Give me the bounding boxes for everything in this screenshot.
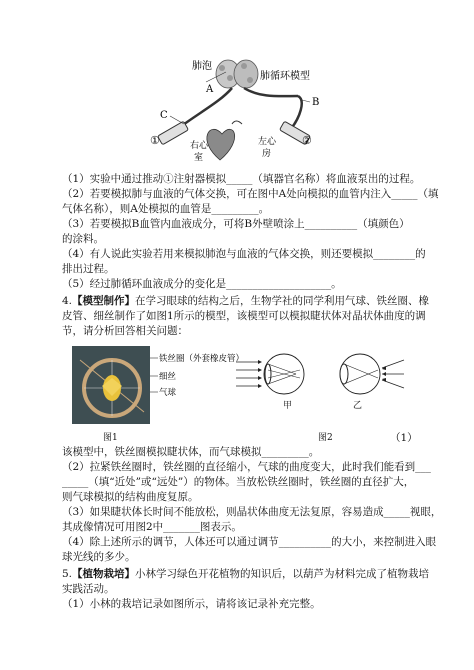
vessel-b-tube <box>244 88 298 96</box>
caption-figure-2: 图2 <box>318 433 333 443</box>
label-syringe-2: ② <box>302 134 312 147</box>
label-jia: 甲 <box>283 401 293 411</box>
q4-line-1: 4.【模型制作】在学习眼球的结构之后，生物学社的同学利用气球、铁丝圈、橡 <box>62 295 430 307</box>
q3-line-3: 气体名称），则A处模拟的血管是_________。 <box>62 203 270 215</box>
q4-sub-2: （2）拉紧铁丝圈时，铁丝圈的直径缩小，气球的曲度变大，此时我们能看到___ <box>62 461 431 473</box>
eye-diagrams-figure <box>232 350 408 396</box>
label-wire-ring: 铁丝圈（外套橡皮管） <box>159 354 245 364</box>
q3-line-8: （5）经过肺循环血液成分的变化是____________________。 <box>62 278 342 290</box>
label-yi: 乙 <box>353 401 363 411</box>
q3-line-4: （3）若要模拟B血管内血液成分，可将B外壁喷涂上__________（填颜色） <box>62 218 410 230</box>
q3-line-1: （1）实验中通过推动①注射器模拟_____（填器官名称）将血液泵出的过程。 <box>62 173 421 185</box>
q4-sub-5: （3）如果睫状体长时间不能放松，则晶状体曲度无法复原，容易造成_____视眼， <box>62 506 442 518</box>
heart-model <box>207 129 235 160</box>
q5-line-1: 5.【植物栽培】小林学习绿色开花植物的知识后，以葫芦为材料完成了植物栽培 <box>62 568 430 580</box>
q3-line-2: （2）若要模拟肺与血液的气体交换，可在图中A处向模拟的血管内注入_____（填 <box>62 188 439 200</box>
q4-sub-number-1: （1） <box>390 432 418 444</box>
q4-sub-4: 则气球模拟的结构曲度复原。 <box>62 491 199 503</box>
q4-line-3: 节，请分析回答相关问题： <box>62 325 188 337</box>
q4-sub-3: _____（填“近处”或“远处”）的物体。当放松铁丝圈时，铁丝圈的直径扩大， <box>62 476 415 488</box>
q5-line-2: 实践活动。 <box>62 583 115 595</box>
eye-diagram-jia <box>236 354 304 394</box>
q4-title: 【模型制作】 <box>72 295 136 307</box>
circulation-model-figure <box>140 52 340 170</box>
label-left-atrium: 左心 <box>258 137 277 147</box>
eye-diagram-yi <box>340 354 404 394</box>
eye-model-photo <box>72 346 150 424</box>
svg-text:房: 房 <box>262 149 272 159</box>
q4-sub-7: （4）除上述所示的调节，人体还可以通过调节__________的大小，来控制进入眼 <box>62 536 437 548</box>
label-alveoli: 肺泡 <box>192 61 212 72</box>
label-thread: 细丝 <box>159 372 177 382</box>
q5-line-3: （1）小林的栽培记录如图所示，请将该记录补充完整。 <box>62 598 321 610</box>
q3-line-6: （4）有人说此实验若用来模拟肺泡与血液的气体交换，则还要模拟________的 <box>62 248 426 260</box>
q5-title: 【植物栽培】 <box>72 568 136 580</box>
q4-sub-6: 其成像情况可用图2中_______图表示。 <box>62 521 242 533</box>
q4-line-2: 皮管、细丝制作了如图1所示的模型，该模型可以模拟睫状体对晶状体曲度的调 <box>62 310 426 322</box>
svg-text:室: 室 <box>194 153 204 163</box>
q3-line-5: 的涂料。 <box>62 233 104 245</box>
q3-line-7: 排出过程。 <box>62 263 115 275</box>
label-circulation-model: 肺循环模型 <box>260 71 310 82</box>
label-syringe-1: ① <box>150 134 160 147</box>
q4-sub-8: 球光线的多少。 <box>62 551 136 563</box>
label-a: A <box>206 84 214 95</box>
label-right-ventricle: 右心 <box>190 141 209 151</box>
label-c: C <box>160 110 168 121</box>
caption-figure-1: 图1 <box>103 433 118 443</box>
label-b: B <box>312 97 320 108</box>
syringe-1 <box>158 121 189 145</box>
label-balloon: 气球 <box>159 388 177 398</box>
q4-sub-1: 该模型中，铁丝圈模拟睫状体，而气球模拟_________。 <box>62 446 320 458</box>
